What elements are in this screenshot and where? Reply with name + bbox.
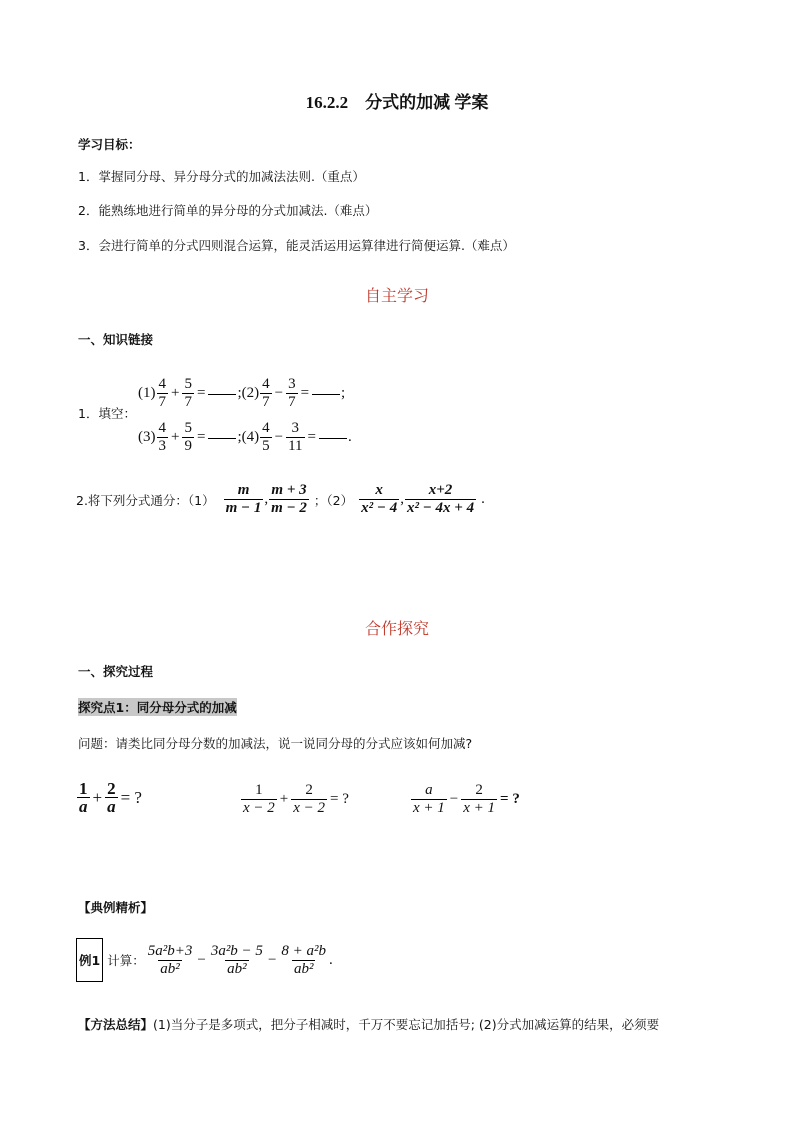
fraction: $\frac{2}{a}$ [107,779,116,816]
fill-row-1: (1) $\frac{4}{7}$ + $\frac{5}{7}$ = ; (2) $\frac{4}{7}$ − $\frac{3}{7}$ = ; [138,376,346,410]
fraction: $\frac{3}{7}$ [288,376,296,410]
compute-label: 计算： [107,953,145,968]
fraction: $\frac{x}{\text{x² − 4}}$ [361,482,398,516]
fraction: $\frac{4}{5}$ [262,420,270,454]
knowledge-link-heading: 一、知识链接 [78,332,154,347]
method-summary-text: (1)当分子是多项式，把分子相减时，千万不要忘记加括号; (2)分式加减运算的结果，必须要 [153,1017,660,1032]
section-title-cooperative-inquiry: 合作探究 [364,619,429,638]
fill-blank-label: 1．填空： [78,406,136,421]
objective-2: 2．能熟练地进行简单的异分母的分式加减法.（难点） [78,203,378,218]
expression-3: $\frac{a}{x + 1}$ − $\frac{2}{x + 1}$ = ? [413,782,520,816]
fraction: $\frac{5}{7}$ [184,376,192,410]
fraction: $\frac{4}{7}$ [262,376,270,410]
method-summary-label: 【方法总结】 [78,1017,154,1032]
common-denominator-item: 2.将下列分式通分：（1） $\frac{m}{m - 1}$ , $\frac{m + 3}{m - 2}$ ；（2） $\frac{x}{\text{x² − 4}}$ , $\frac{x+2}{\text{x² − 4x + 4}}$ . [76,482,485,516]
item-number: (1) [138,385,156,401]
answer-blank [208,393,236,395]
item-number: (4) [241,429,260,445]
typical-examples-heading: 【典例精析】 [78,900,154,915]
item-number: (3) [138,429,156,445]
section-title-self-study: 自主学习 [364,286,429,305]
page-title: 16.2.2 分式的加减 学案 [305,93,489,112]
objective-3: 3．会进行简单的分式四则混合运算，能灵活运用运算律进行简便运算.（难点） [78,238,515,253]
example-label: 例1 [76,938,103,982]
fraction: $\frac{4}{7}$ [158,376,166,410]
fraction: $\frac{m + 3}{m - 2}$ [271,482,307,516]
question-text: 问题：请类比同分母分数的加减法，说一说同分母的分式应该如何加减? [78,736,473,751]
fraction: $\frac{a}{x + 1}$ [413,782,445,816]
objectives-heading: 学习目标： [78,137,141,152]
fraction: $\frac{1}{x - 2}$ [243,782,275,816]
fraction: $\frac{3}{11}$ [288,420,303,454]
example-1: 例1 计算： $\frac{\text{5a²b+3}}{\text{ab²}}$ − $\frac{\text{3a²b − 5}}{\text{ab²}}$ − $\frac{\text{8 + a²b}}{\text{ab²}}$ . [76,938,333,982]
fraction: $\frac{\text{5a²b+3}}{\text{ab²}}$ [147,942,193,977]
objective-1: 1．掌握同分母、异分母分式的加减法法则.（重点） [78,169,365,184]
answer-blank [312,393,340,395]
expression-2: $\frac{1}{x - 2}$ + $\frac{2}{x - 2}$ = ? [243,782,349,816]
expression-1: $\frac{1}{a}$ + $\frac{2}{a}$ = ? [79,779,142,816]
fraction: $\frac{\text{3a²b − 5}}{\text{ab²}}$ [210,942,263,977]
fraction: $\frac{m}{m - 1}$ [225,482,262,516]
inquiry-point-1: 探究点1：同分母分式的加减 [78,700,237,715]
fraction: $\frac{5}{9}$ [184,420,192,454]
fill-row-2: (3) $\frac{4}{3}$ + $\frac{5}{9}$ = ; (4) $\frac{4}{5}$ − $\frac{3}{11}$ = . [138,420,352,454]
fraction: $\frac{x+2}{\text{x² − 4x + 4}}$ [406,482,475,516]
fraction: $\frac{\text{8 + a²b}}{\text{ab²}}$ [281,942,327,977]
fraction: $\frac{1}{a}$ [79,779,88,816]
fraction: $\frac{2}{x + 1}$ [463,782,496,816]
common-denominator-label: 2.将下列分式通分：（1） [76,492,215,508]
answer-blank [319,437,347,439]
fraction: $\frac{4}{3}$ [158,420,166,454]
inquiry-process-heading: 一、探究过程 [78,664,154,679]
item-number: (2) [241,385,260,401]
fraction: $\frac{2}{x - 2}$ [293,782,326,816]
answer-blank [208,437,236,439]
method-summary [78,1015,659,1033]
